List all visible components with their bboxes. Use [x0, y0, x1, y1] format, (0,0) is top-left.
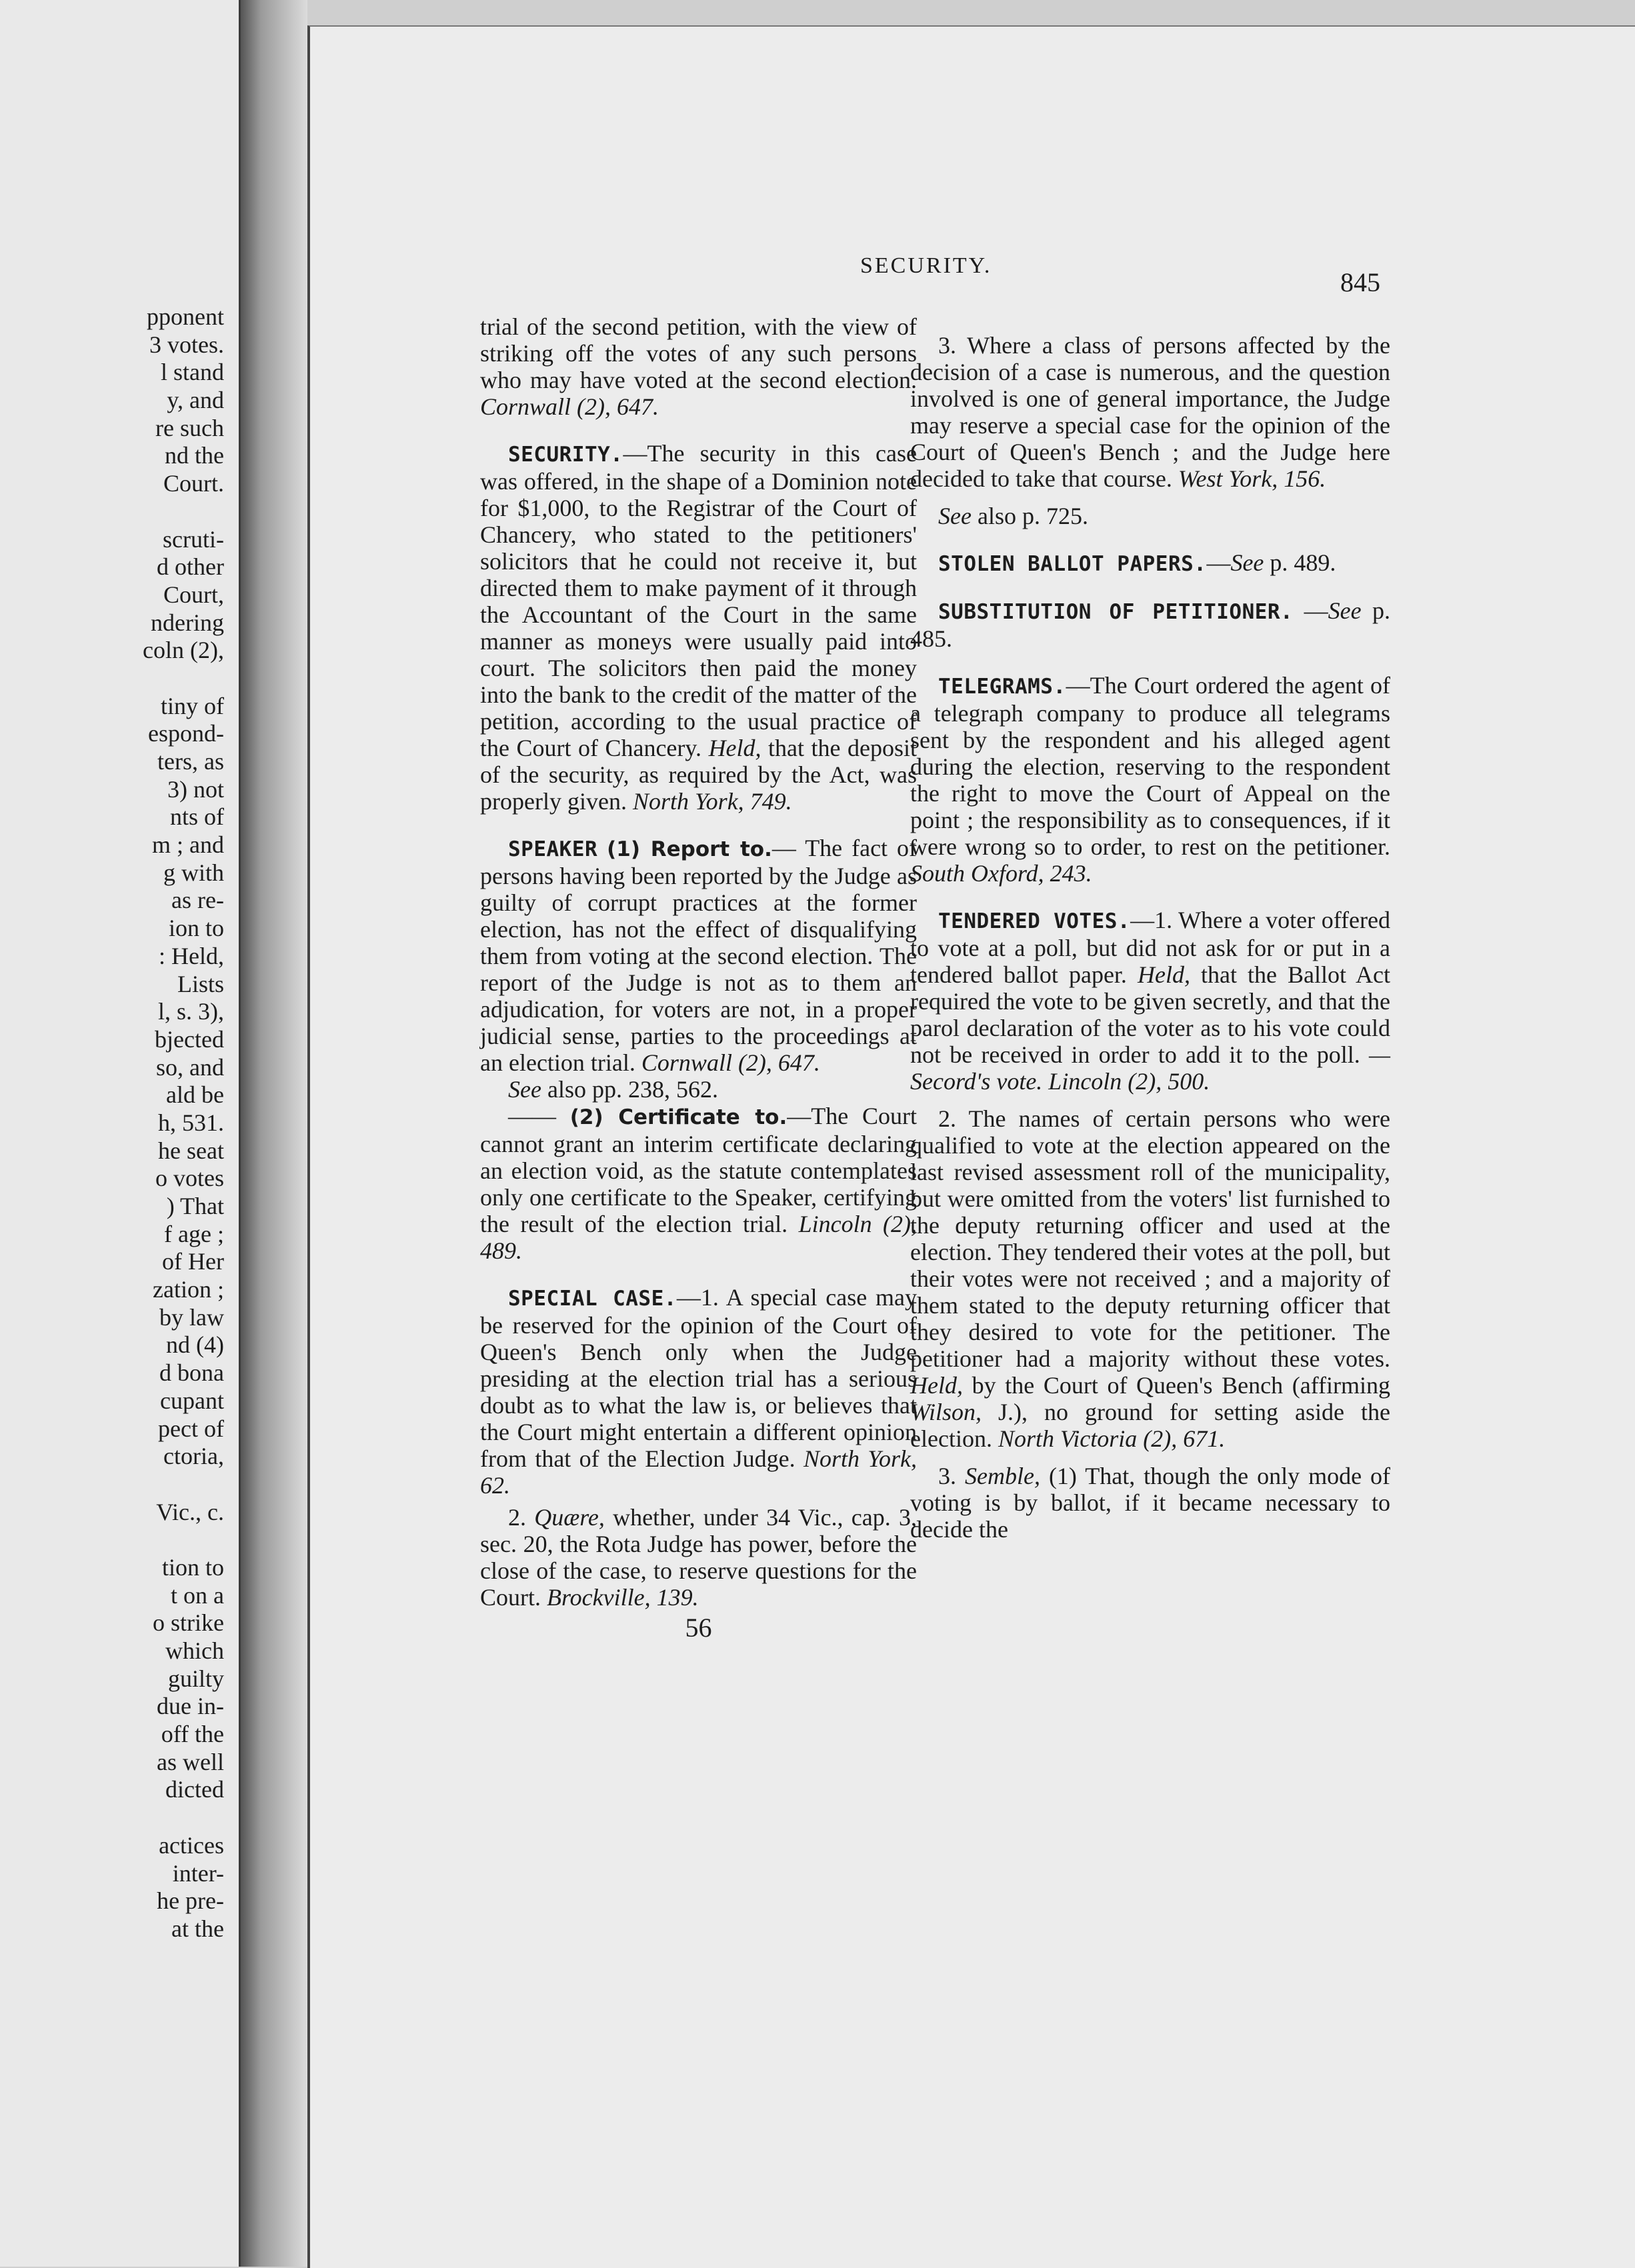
fragment-line: actices: [159, 1831, 224, 1859]
fragment-line: ald be: [166, 1081, 224, 1109]
fragment-line: dicted: [165, 1776, 224, 1803]
entry-substitution: SUBSTITUTION OF PETITIONER. —See p. 485.: [910, 597, 1391, 652]
fragment-line: o strike: [153, 1609, 224, 1637]
citation: —Secord's vote. Lincoln (2), 500.: [910, 1041, 1391, 1095]
paragraph: 2. Quære, whether, under 34 Vic., cap. 3, sec. 20, the Rota Judge has power, before the close of the case, to reserve questions for the Court. Brockville, 139.: [480, 1504, 918, 1611]
fragment-line: l, s. 3),: [158, 998, 224, 1025]
citation: Cornwall (2), 647.: [641, 1049, 820, 1076]
right-column: [910, 332, 1390, 1543]
fragment-line: Vic., c.: [156, 1498, 224, 1525]
subheading: (2) Certificate to.: [569, 1105, 787, 1129]
citation: South Oxford, 243.: [910, 860, 1092, 887]
see-also: See also p. 725.: [938, 503, 1088, 529]
fragment-line: [4, 1526, 224, 1554]
book-gutter: [241, 0, 307, 2267]
fragment-line: tiny of: [161, 692, 224, 719]
fragment-line: nd (4): [166, 1331, 224, 1359]
citation: North Victoria (2), 671.: [998, 1425, 1226, 1452]
entry-heading: TENDERED VOTES.: [938, 909, 1131, 933]
fragment-line: which: [165, 1637, 224, 1664]
facing-page-fragment: [0, 0, 241, 2267]
fragment-line: he seat: [158, 1137, 224, 1164]
fragment-line: h, 531.: [158, 1109, 224, 1136]
fragment-line: l stand: [161, 359, 224, 386]
entry-security: SECURITY.—The security in this case was offered, in the shape of a Dominion note for $1,000, to the Registrar of the Court of Chancery, who stated to the petitioners' solicitors that he could not receive it, but directed them to make payment of it through the Accountant of the Court in the same manner as moneys were usually paid into court. The solicitors then paid the money into the bank to the credit of the matter of the petition, according to the usual practice of the Court of Chancery. Held, that the deposit of the security, as required by the Act, was properly given. North York, 749.: [480, 440, 917, 815]
fragment-line: coln (2),: [143, 637, 224, 664]
fragment-line: g with: [163, 859, 224, 886]
entry-heading: SPECIAL CASE.: [508, 1287, 677, 1311]
citation: Brockville, 139.: [547, 1584, 699, 1611]
entry-special-case: SPECIAL CASE.—1. A special case may be reserved for the opinion of the Court of Queen's Bench only when the Judge presiding at the election trial has a serious doubt as to what the law is, or believes that the Court might entertain a different opinion from that of the Election Judge. North York, 62.: [480, 1284, 918, 1499]
fragment-line: d bona: [159, 1359, 224, 1387]
fragment-line: nd the: [165, 442, 224, 469]
fragment-line: [4, 498, 224, 526]
fragment-line: off the: [161, 1721, 224, 1748]
entry-heading: TELEGRAMS.: [938, 675, 1066, 699]
fragment-line: tion to: [161, 1553, 224, 1581]
paragraph: 2. The names of certain persons who were qualified to vote at the election appeared on the last revised assessment roll of the municipality, but were omitted from the voters' list furnished to the deputy returning officer and used at the election. They tendered their votes at the poll, but their votes were not received ; and a majority of them stated to the deputy returning officer that they desired to vote for the petitioner. The petitioner had a majority without these votes. Held, by the Court of Queen's Bench (affirming Wilson, J.), no ground for setting aside the election. North Victoria (2), 671.: [910, 1105, 1391, 1452]
fragment-line: [4, 1471, 224, 1499]
running-head: SECURITY.: [860, 253, 992, 278]
fragment-line: bjected: [155, 1025, 224, 1053]
fragment-line: so, and: [156, 1053, 224, 1081]
page-number: 845: [1340, 267, 1380, 297]
subheading: (1) Report to.: [607, 837, 772, 861]
entry-stolen-ballot-papers: STOLEN BALLOT PAPERS.—See p. 489.: [938, 549, 1336, 576]
facing-page-text: [4, 303, 224, 1943]
paragraph: —— (2) Certificate to.—The Court cannot grant an interim certificate declaring an election void, as the statute contemplates only one certificate to the Speaker, certifying the result of the election trial. Lincoln (2), 489.: [480, 1103, 917, 1264]
fragment-line: espond-: [148, 720, 224, 747]
fragment-line: 3 votes.: [149, 331, 224, 358]
fragment-line: Court.: [163, 470, 224, 497]
fragment-line: ctoria,: [163, 1443, 224, 1470]
fragment-line: y, and: [167, 387, 224, 414]
fragment-line: ) That: [166, 1193, 224, 1219]
fragment-line: nts of: [170, 803, 224, 831]
paragraph: 3. Semble, (1) That, though the only mode of voting is by ballot, if it became necessary to decide the: [910, 1463, 1391, 1543]
fragment-line: ters, as: [157, 748, 224, 775]
fragment-line: scruti-: [163, 525, 224, 553]
citation: West York, 156.: [1178, 465, 1326, 492]
fragment-line: re such: [155, 414, 224, 441]
entry-heading: STOLEN BALLOT PAPERS.: [938, 552, 1207, 576]
citation: North York, 62.: [480, 1445, 918, 1499]
fragment-line: at the: [171, 1915, 224, 1942]
citation: Lincoln (2), 489.: [480, 1211, 917, 1264]
fragment-line: m ; and: [152, 831, 224, 859]
see-also: See also pp. 238, 562.: [508, 1076, 718, 1103]
fragment-line: : Held,: [159, 942, 224, 969]
entry-tendered-votes: TENDERED VOTES.—1. Where a voter offered to vote at a poll, but did not ask for or put in a tendered ballot paper. Held, that the Ballot Act required the vote to be given secretly, and that the parol declaration of the voter as to his vote could not be received in order to add it to the poll. —Secord's vote. Lincoln (2), 500.: [910, 907, 1391, 1095]
fragment-line: [4, 1804, 224, 1832]
fragment-line: of Her: [162, 1248, 224, 1275]
fragment-line: [4, 665, 224, 693]
fragment-line: cupant: [160, 1387, 224, 1414]
fragment-line: due in-: [157, 1693, 224, 1720]
fragment-line: d other: [157, 553, 224, 581]
fragment-line: f age ;: [164, 1220, 224, 1247]
fragment-line: 3) not: [167, 775, 224, 803]
fragment-line: he pre-: [157, 1887, 224, 1915]
left-column: [480, 313, 917, 1641]
fragment-line: Court,: [163, 581, 224, 608]
fragment-line: ion to: [168, 915, 224, 942]
paragraph: 3. Where a class of persons affected by the decision of a case is numerous, and the question involved is one of general importance, the Judge may reserve a special case for the opinion of the Court of Queen's Bench ; and the Judge here decided to take that course. West York, 156.: [910, 332, 1390, 492]
entry-heading: SUBSTITUTION OF PETITIONER.: [938, 600, 1294, 624]
entry-speaker: SPEAKER (1) Report to.— The fact of persons having been reported by the Judge as guilty of corrupt practices at the former election, has not the effect of disqualifying them from voting at the second election. The report of the Judge is not as to them an adjudication, for voters are not, in a proper judicial sense, parties to the proceedings at an election trial. Cornwall (2), 647.: [480, 835, 917, 1076]
entry-heading: SPEAKER: [508, 837, 598, 861]
paragraph: trial of the second petition, with the view of striking off the votes of any such persons who may have voted at the second election. Cornwall (2), 647.: [480, 313, 917, 420]
citation: Cornwall (2), 647.: [480, 393, 659, 420]
fragment-line: by law: [159, 1303, 224, 1331]
fragment-line: as re-: [171, 887, 224, 914]
signature-mark: 56: [685, 1613, 712, 1643]
fragment-line: ndering: [151, 609, 224, 636]
fragment-line: Lists: [177, 970, 224, 997]
fragment-line: t on a: [171, 1581, 224, 1609]
citation: North York, 749.: [632, 788, 792, 815]
entry-heading: SECURITY.: [508, 443, 623, 467]
fragment-line: pponent: [147, 303, 224, 330]
fragment-line: o votes: [155, 1165, 224, 1192]
entry-telegrams: TELEGRAMS.—The Court ordered the agent of a telegraph company to produce all telegrams sent by the respondent and his alleged agent during the election, reserving to the respondent the right to move the Court of Appeal on the point ; the responsibility as to consequences, if it were wrong so to order, to rest on the petitioner. South Oxford, 243.: [910, 672, 1390, 887]
fragment-line: zation ;: [153, 1276, 224, 1303]
fragment-line: guilty: [167, 1665, 224, 1692]
fragment-line: inter-: [172, 1859, 224, 1887]
fragment-line: as well: [157, 1748, 224, 1775]
fragment-line: pect of: [158, 1415, 224, 1442]
